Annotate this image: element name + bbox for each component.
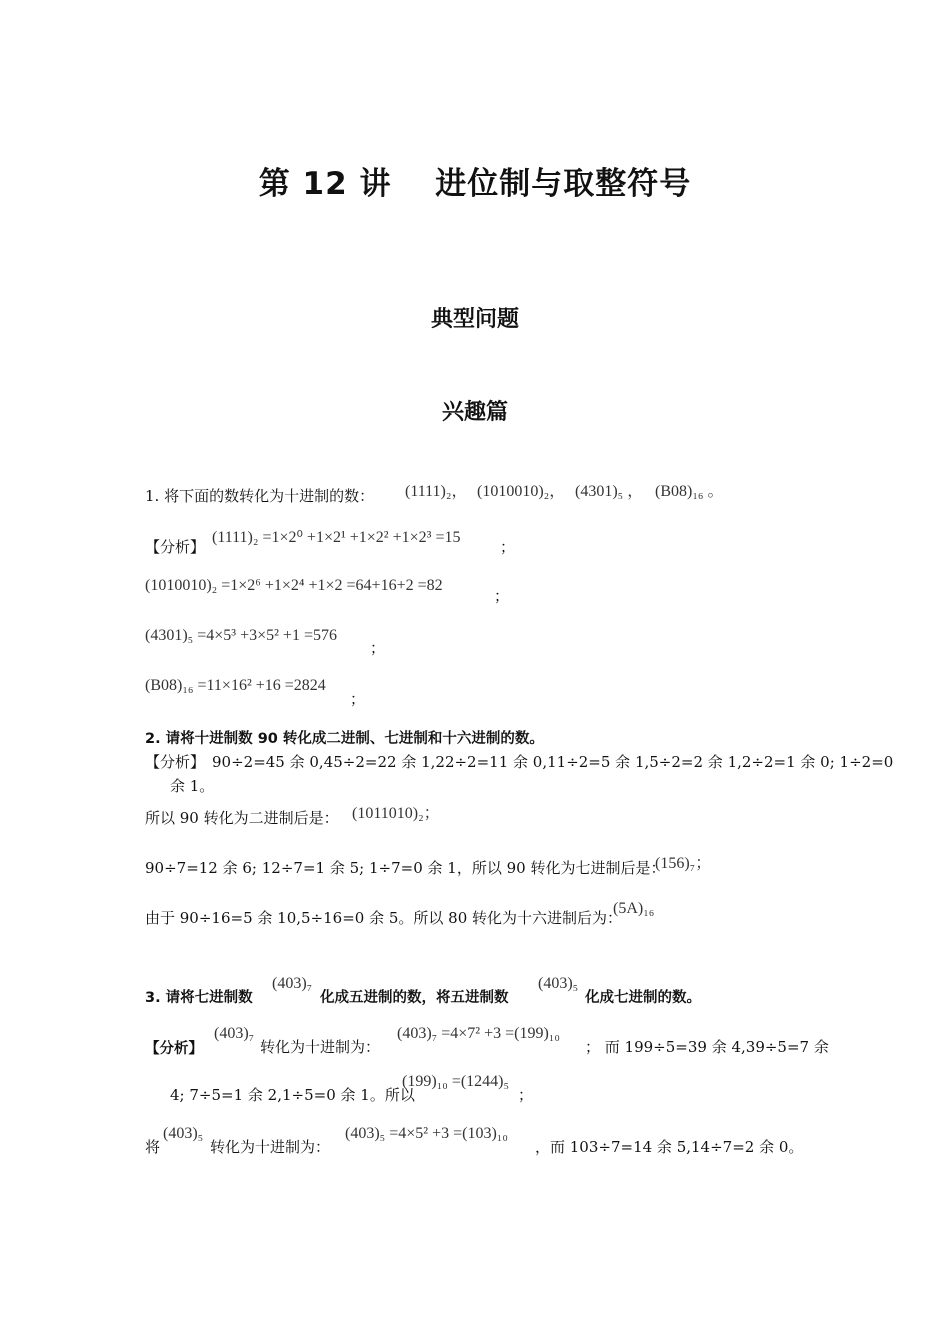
q1-semicolon-4: ； (350, 690, 366, 708)
q3-a2-text: 4; 7÷5=1 余 2,1÷5=0 余 1。所以 (170, 1086, 415, 1104)
q3-a3-num: (403)₅ (163, 1125, 204, 1142)
section-heading-interest: 兴趣篇 (441, 400, 508, 425)
q1-formula-1: (1111)₂ =1×2⁰ +1×2¹ +1×2² +1×2³ =15 (212, 529, 461, 546)
q3-num-a: (403)₇ (272, 975, 313, 992)
q2-text: 2. 请将十进制数 90 转化成二进制、七进制和十六进制的数。 (145, 731, 544, 747)
q1-formula-3: (4301)₅ =4×5³ +3×5² +1 =576 (145, 627, 337, 644)
page-title: 第 12 讲 进位制与取整符号 (258, 166, 692, 202)
q1-semicolon-2: ； (494, 587, 510, 605)
q1-semicolon-1: ； (500, 538, 516, 556)
q2-hex-text: 由于 90÷16=5 余 10,5÷16=0 余 5。所以 80 转化为十六进制后为： (145, 909, 623, 927)
q2-hex-value: (5A)₁₆ (613, 900, 655, 917)
q1-analysis-label: 【分析】 (145, 538, 206, 556)
q3-a3-eq: (403)₅ =4×5² +3 =(103)₁₀ (345, 1125, 508, 1142)
q3-a2-eq: (199)₁₀ =(1244)₅ (402, 1073, 510, 1090)
q2-analysis-label: 【分析】 (145, 753, 206, 771)
q3-a1-num: (403)₇ (214, 1025, 255, 1042)
q3-num-b: (403)₅ (538, 975, 579, 992)
q2-seven-text: 90÷7=12 余 6; 12÷7=1 余 5; 1÷7=0 余 1，所以 90 转化为七进制后是： (145, 859, 666, 877)
q1-text: 1. 将下面的数转化为十进制的数： (145, 487, 375, 505)
q2-binary-text: 所以 90 转化为二进制后是： (145, 809, 339, 827)
q1-item-3: (4301)₅ ， (575, 483, 644, 500)
q3-a3-pre: 将 (145, 1138, 161, 1156)
q3-a3-text: 转化为十进制为： (210, 1138, 331, 1156)
q3-a3-tail: ，而 103÷7=14 余 5,14÷7=2 余 0。 (535, 1138, 804, 1156)
q1-item-1: (1111)₂， (405, 483, 468, 500)
q3-analysis-label: 【分析】 (145, 1041, 203, 1057)
q1-formula-2: (1010010)₂ =1×2⁶ +1×2⁴ +1×2 =64+16+2 =82 (145, 577, 443, 594)
q1-formula-4: (B08)₁₆ =11×16² +16 =2824 (145, 677, 326, 694)
q2-analysis-line-1: 90÷2=45 余 0,45÷2=22 余 1,22÷2=11 余 0,11÷2=5 余 1,5÷2=2 余 1,2÷2=1 余 0; 1÷2=0 (212, 753, 894, 771)
q2-analysis-line-2: 余 1。 (170, 777, 215, 795)
q3-text-a: 3. 请将七进制数 (145, 990, 253, 1006)
q3-text-b: 化成五进制的数，将五进制数 (320, 990, 509, 1006)
q3-text-c: 化成七进制的数。 (585, 990, 701, 1006)
q1-item-4: (B08)₁₆ 。 (655, 483, 724, 500)
q3-a1-eq: (403)₇ =4×7² +3 =(199)₁₀ (397, 1025, 560, 1042)
q3-a1-text: 转化为十进制为： (260, 1038, 381, 1056)
q3-a1-tail: ； 而 199÷5=39 余 4,39÷5=7 余 (585, 1038, 829, 1056)
q1-semicolon-3: ； (370, 639, 386, 657)
q3-a2-tail: ； (518, 1086, 534, 1104)
q2-binary-value: (1011010)₂； (352, 805, 440, 822)
section-heading-typical: 典型问题 (430, 307, 519, 332)
q1-item-2: (1010010)₂， (477, 483, 566, 500)
q2-seven-value: (156)₇； (655, 855, 712, 872)
